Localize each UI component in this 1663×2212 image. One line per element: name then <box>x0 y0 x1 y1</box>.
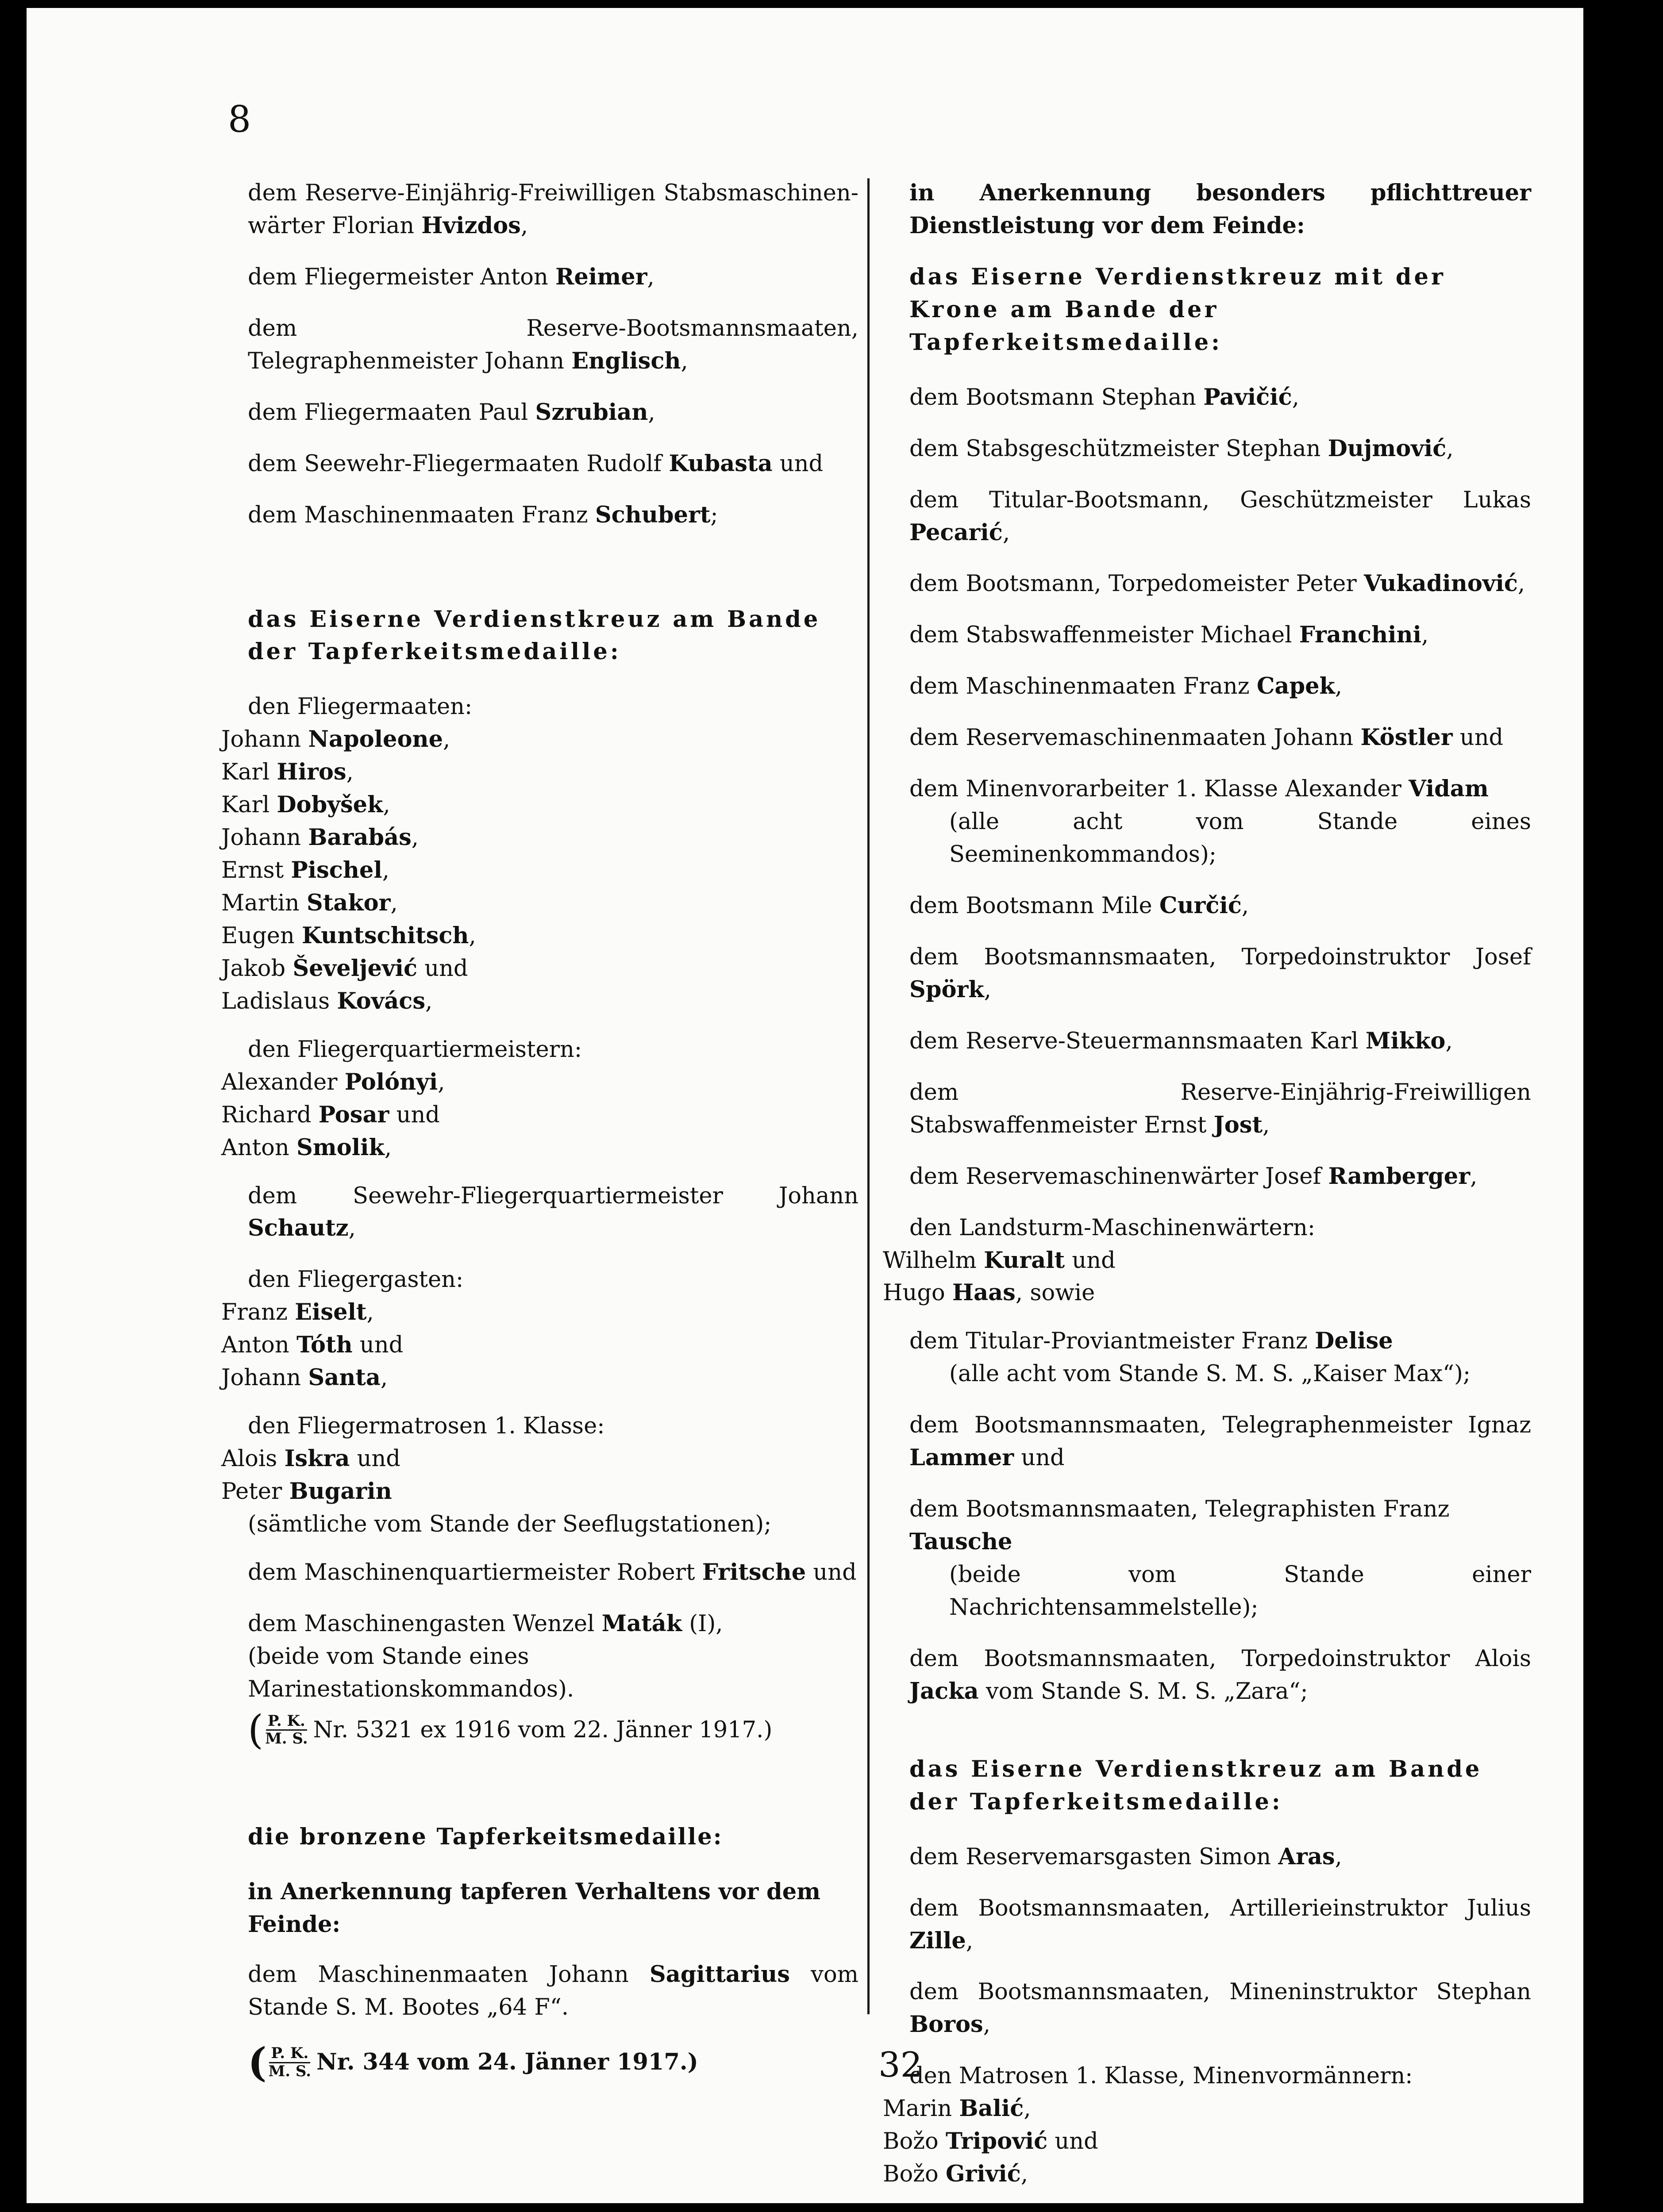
entry-fritsche: dem Maschinenquartiermeister Robert Fritsche und <box>248 1559 857 1586</box>
list-item: Martin Stakor, <box>221 890 398 916</box>
list-fliegerquartiermeister <box>221 1066 858 1164</box>
list-item: Božo Grivić, <box>883 2161 1028 2188</box>
list-item: Richard Posar und <box>221 1101 440 1128</box>
section-heading-verdienstkreuz: das Eiserne Verdienstkreuz am Bande der Tapferkeitsmedaille: <box>909 1755 1482 1815</box>
list-minenvormaenner <box>883 2093 1531 2191</box>
list-fliegermaaten <box>221 723 858 1018</box>
list-item: Alois Iskra und <box>221 1445 400 1472</box>
reference-citation-1: ( $\frac{P. K.}{M. S.}$ Nr. 5321 ex 1916 vom 22. Jänner 1917.) <box>248 1706 773 1753</box>
entry-vidam: dem Minenvorarbeiter 1. Klasse Alexander Vidam <box>909 776 1489 803</box>
list-fliegermatrosen <box>221 1443 858 1541</box>
list-item: Božo Tripović und <box>883 2128 1098 2155</box>
entry-tausche: dem Bootsmannsmaaten, Telegraphisten Franz Tausche <box>909 1496 1450 1555</box>
entry-kubasta: dem Seewehr-Fliegermaaten Rudolf Kubasta und <box>248 450 824 477</box>
entry-note: (alle acht vom Stande S. M. S. „Kaiser Max“); <box>949 1361 1471 1387</box>
entry-capek: dem Maschinenmaaten Franz Capek, <box>909 673 1343 700</box>
entry-jacka: dem Bootsmannsmaaten, Torpedoinstruktor Alois Jacka vom Stande S. M. S. „Zara“; <box>909 1645 1531 1705</box>
entry-mikko: dem Reserve-Steuermannsmaaten Karl Mikko, <box>909 1027 1453 1054</box>
entry-hvizdos: dem Reserve-Einjährig-Freiwilligen Stabsmaschinen-wärter Florian Hvizdos, <box>248 180 858 239</box>
group-label-fliegergasten: den Fliegergasten: <box>248 1267 464 1293</box>
list-item: Ernst Pischel, <box>221 857 389 884</box>
document-page <box>27 8 1583 2203</box>
entry-schubert: dem Maschinenmaaten Franz Schubert; <box>248 501 718 528</box>
entry-lammer: dem Bootsmannsmaaten, Telegraphenmeister Ignaz Lammer und <box>909 1412 1531 1471</box>
list-note: (sämtliche vom Stande der Seeflugstationen); <box>248 1511 772 1537</box>
entry-vukadinovic: dem Bootsmann, Torpedomeister Peter Vukadinović, <box>909 570 1525 597</box>
entry-englisch: dem Reserve-Bootsmannsmaaten, Telegraphenmeister Johann Englisch, <box>248 315 858 374</box>
entry-pecaric: dem Titular-Bootsmann, Geschützmeister Lukas Pecarić, <box>909 487 1531 546</box>
page-number-bottom: 32 <box>878 2045 923 2085</box>
section-heading-verdienstkreuz-krone: das Eiserne Verdienstkreuz mit der Krone am Bande der Tapferkeitsmedaille: <box>909 263 1446 356</box>
entry-schautz: dem Seewehr-Fliegerquartiermeister Johann Schautz, <box>248 1183 858 1242</box>
list-landsturm-maschinenwaerter <box>883 1244 1531 1310</box>
entry-ramberger: dem Reservemaschinenwärter Josef Ramberger, <box>909 1163 1478 1190</box>
list-item: Franz Eiselt, <box>221 1299 374 1326</box>
group-label-minenvormaenner: den Matrosen 1. Klasse, Minenvormännern: <box>909 2063 1413 2089</box>
entry-zille: dem Bootsmannsmaaten, Artillerieinstruktor Julius Zille, <box>909 1895 1531 1954</box>
entry-koestler: dem Reservemaschinenmaaten Johann Köstler und <box>909 724 1504 751</box>
section-heading-bronzene-tapferkeitsmedaille: die bronzene Tapferkeitsmedaille: <box>248 1823 723 1850</box>
list-item: Anton Tóth und <box>221 1332 404 1359</box>
list-item: Karl Hiros, <box>221 759 354 786</box>
group-label-fliegermatrosen: den Fliegermatrosen 1. Klasse: <box>248 1413 605 1440</box>
entry-franchini: dem Stabswaffenmeister Michael Franchini, <box>909 622 1429 649</box>
entry-jost: dem Reserve-Einjährig-Freiwilligen Stabswaffenmeister Ernst Jost, <box>909 1079 1531 1138</box>
page-number-top: 8 <box>228 99 251 141</box>
list-item: Jakob Ševeljević und <box>221 955 468 982</box>
entry-szrubian: dem Fliegermaaten Paul Szrubian, <box>248 399 655 426</box>
list-item: Alexander Polónyi, <box>221 1068 445 1095</box>
list-item: Hugo Haas, sowie <box>883 1279 1095 1306</box>
entry-note: (beide vom Stande eines Marinestationskommandos). <box>248 1643 574 1702</box>
list-item: Peter Bugarin <box>221 1478 392 1505</box>
list-item: Marin Balić, <box>883 2095 1031 2122</box>
left-column <box>221 177 858 2100</box>
list-item: Johann Barabás, <box>221 824 419 851</box>
entry-reimer: dem Fliegermeister Anton Reimer, <box>248 263 654 290</box>
section-heading-eisernes-verdienstkreuz: das Eiserne Verdienstkreuz am Bande der Tapferkeitsmedaille: <box>248 606 821 665</box>
entry-spoerk: dem Bootsmannsmaaten, Torpedoinstruktor Josef Spörk, <box>909 944 1531 1003</box>
column-divider <box>867 178 870 2014</box>
section-subheading-anerkennung: in Anerkennung tapferen Verhaltens vor dem Feinde: <box>248 1878 821 1938</box>
list-item: Johann Santa, <box>221 1364 388 1391</box>
group-label-fliegerquartiermeister: den Fliegerquartiermeistern: <box>248 1036 582 1063</box>
entry-curcic: dem Bootsmann Mile Curčić, <box>909 892 1249 919</box>
list-item: Eugen Kuntschitsch, <box>221 922 476 949</box>
group-label-landsturm: den Landsturm-Maschinenwärtern: <box>909 1214 1316 1241</box>
list-item: Wilhelm Kuralt und <box>883 1247 1116 1274</box>
list-item: Karl Dobyšek, <box>221 791 390 818</box>
right-column <box>883 177 1531 2203</box>
list-item: Ladislaus Kovács, <box>221 987 433 1014</box>
list-item: Anton Smolik, <box>221 1134 392 1161</box>
entry-pavicic: dem Bootsmann Stephan Pavičić, <box>909 384 1299 411</box>
entry-sagittarius: dem Maschinenmaaten Johann Sagittarius vom Stande S. M. Bootes „64 F“. <box>248 1961 859 2021</box>
list-item: Johann Napoleone, <box>221 726 450 753</box>
entry-note: (alle acht vom Stande eines Seeminenkommandos); <box>949 809 1531 868</box>
entry-note: (beide vom Stande einer Nachrichtensammelstelle); <box>949 1562 1531 1621</box>
entry-matak: dem Maschinengasten Wenzel Maták (I), <box>248 1610 723 1637</box>
entry-aras: dem Reservemarsgasten Simon Aras, <box>909 1843 1342 1870</box>
list-fliegergasten <box>221 1296 858 1394</box>
entry-delise: dem Titular-Proviantmeister Franz Delise <box>909 1328 1393 1355</box>
entry-dujmovic: dem Stabsgeschützmeister Stephan Dujmović, <box>909 435 1454 462</box>
reference-citation-2: ( $\frac{P. K.}{M. S.}$ Nr. 344 vom 24. Jänner 1917.) <box>248 2039 698 2086</box>
entry-boros: dem Bootsmannsmaaten, Mineninstruktor Stephan Boros, <box>909 1979 1531 2038</box>
section-intro-anerkennung: in Anerkennung besonders pflichttreuer Dienstleistung vor dem Feinde: <box>909 180 1531 239</box>
group-label-fliegermaaten: den Fliegermaaten: <box>248 694 473 720</box>
